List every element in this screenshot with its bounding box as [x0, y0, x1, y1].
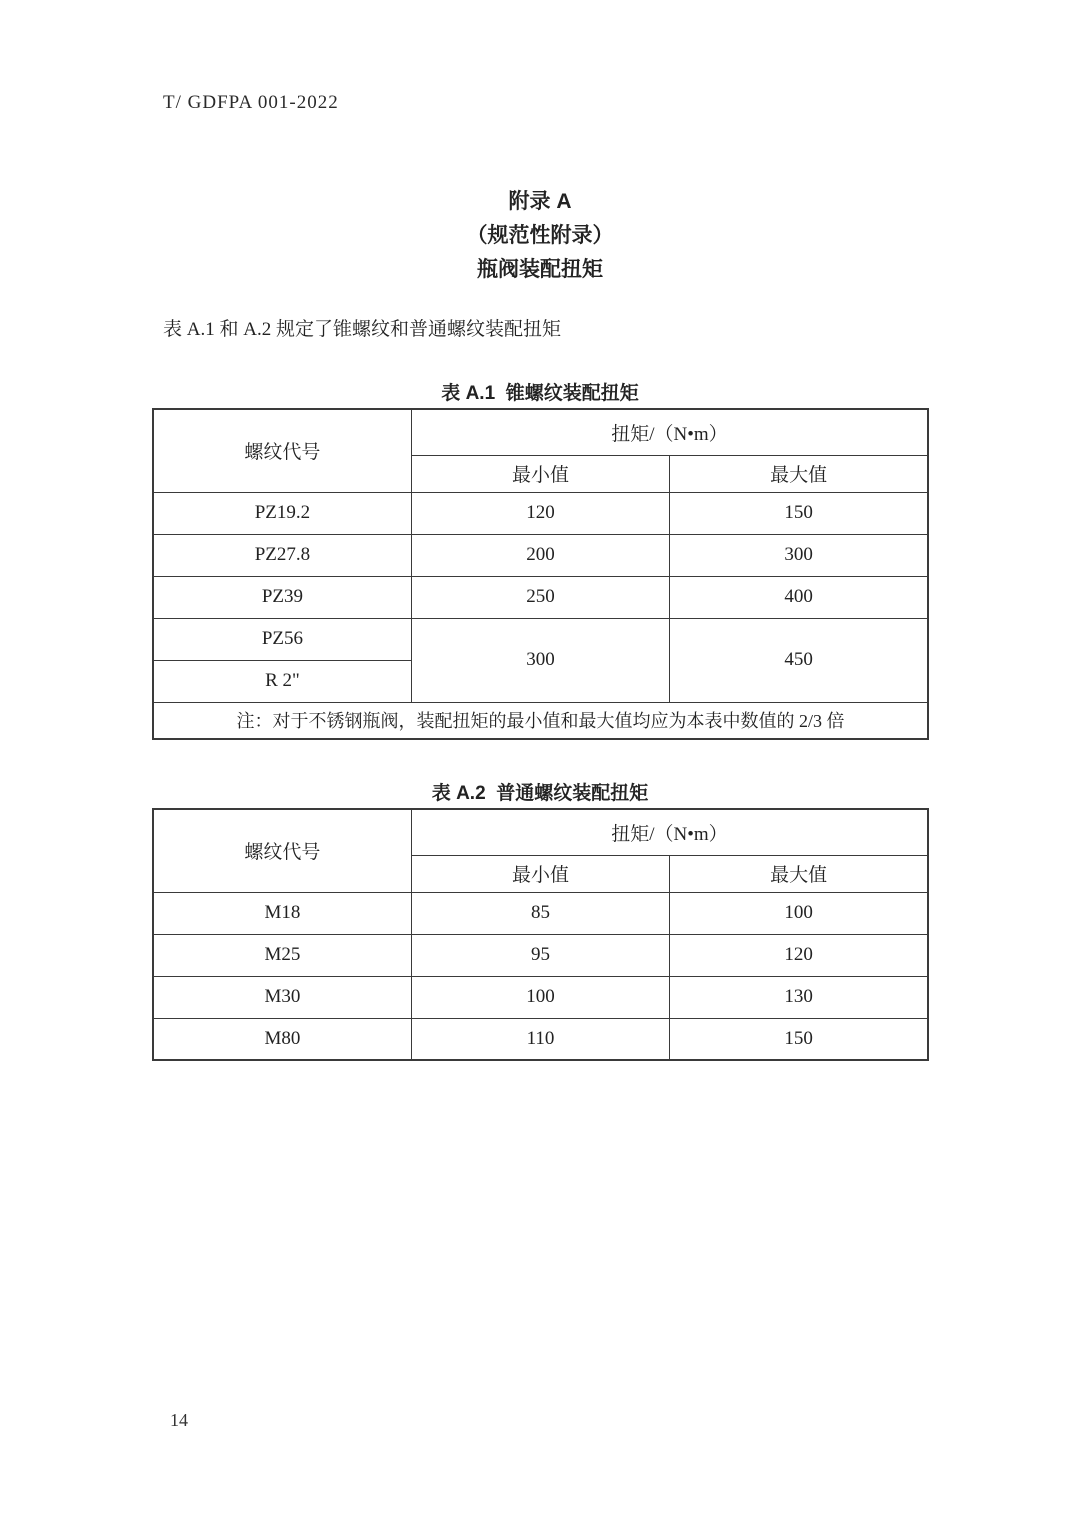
intro-text: 表 A.1 和 A.2 规定了锥螺纹和普通螺纹装配扭矩 — [163, 319, 561, 340]
a1-cell-min: 250 — [411, 576, 669, 618]
a1-header-thread-code: 螺纹代号 — [153, 409, 411, 492]
a1-cell-max: 400 — [670, 576, 928, 618]
a1-note: 注：对于不锈钢瓶阀，装配扭矩的最小值和最大值均应为本表中数值的 2/3 倍 — [153, 702, 928, 739]
a2-cell-code: M30 — [153, 976, 411, 1018]
a2-cell-min: 100 — [411, 976, 669, 1018]
a1-cell-min-merged: 300 — [411, 618, 669, 702]
appendix-title: 附录 A — [508, 190, 572, 213]
a1-cell-min: 120 — [411, 492, 669, 534]
appendix-heading: 瓶阀装配扭矩 — [477, 258, 603, 281]
table-row — [153, 492, 928, 534]
table-row — [153, 1018, 928, 1060]
a2-cell-min: 85 — [411, 892, 669, 934]
a2-header-max: 最大值 — [670, 855, 928, 892]
a2-cell-min: 95 — [411, 934, 669, 976]
table-a1-caption: 表 A.1 锥螺纹装配扭矩 — [441, 383, 639, 404]
appendix-title-block — [0, 185, 1080, 287]
a1-header-min: 最小值 — [411, 455, 669, 492]
table-a1 — [152, 408, 929, 740]
a1-cell-code: PZ27.8 — [153, 534, 411, 576]
a1-cell-max: 300 — [670, 534, 928, 576]
a2-header-min: 最小值 — [411, 855, 669, 892]
appendix-subtitle: （规范性附录） — [466, 224, 614, 247]
table-a2 — [152, 808, 929, 1061]
table-row — [153, 409, 928, 455]
a2-cell-min: 110 — [411, 1018, 669, 1060]
table-row — [153, 809, 928, 855]
doc-code: T/ GDFPA 001-2022 — [163, 92, 339, 113]
a1-cell-max: 150 — [670, 492, 928, 534]
a2-header-thread-code: 螺纹代号 — [153, 809, 411, 892]
table-row — [153, 892, 928, 934]
a2-header-torque-unit: 扭矩/（N•m） — [411, 809, 928, 855]
table-row — [153, 534, 928, 576]
table-row — [153, 618, 928, 660]
a1-header-max: 最大值 — [670, 455, 928, 492]
a1-cell-code: R 2" — [153, 660, 411, 702]
a2-cell-max: 150 — [670, 1018, 928, 1060]
table-row — [153, 702, 928, 739]
a2-cell-code: M18 — [153, 892, 411, 934]
a1-cell-code: PZ39 — [153, 576, 411, 618]
a1-header-torque-unit: 扭矩/（N•m） — [411, 409, 928, 455]
page-number: 14 — [170, 1410, 188, 1430]
a2-cell-code: M80 — [153, 1018, 411, 1060]
table-row — [153, 934, 928, 976]
a1-cell-max-merged: 450 — [670, 618, 928, 702]
a2-cell-max: 100 — [670, 892, 928, 934]
table-row — [153, 976, 928, 1018]
a1-cell-min: 200 — [411, 534, 669, 576]
a1-cell-code: PZ19.2 — [153, 492, 411, 534]
table-row — [153, 576, 928, 618]
a2-cell-code: M25 — [153, 934, 411, 976]
a2-cell-max: 120 — [670, 934, 928, 976]
table-a2-caption: 表 A.2 普通螺纹装配扭矩 — [431, 783, 649, 804]
a2-cell-max: 130 — [670, 976, 928, 1018]
a1-cell-code: PZ56 — [153, 618, 411, 660]
